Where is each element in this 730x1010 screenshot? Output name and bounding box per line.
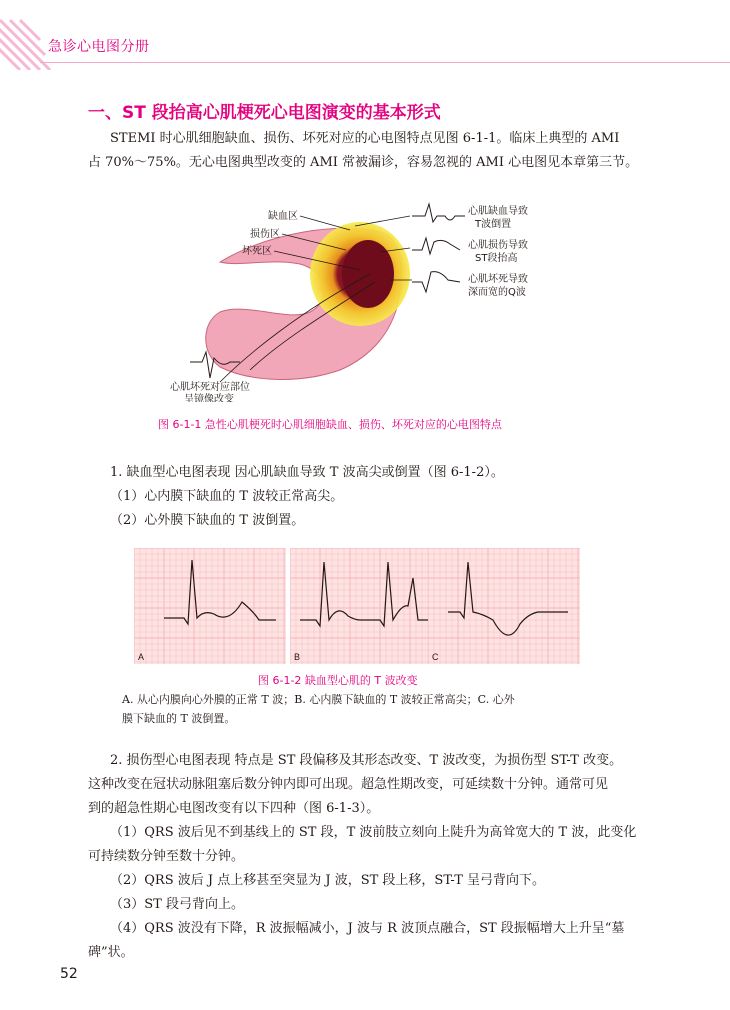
ecg-panel-b-svg xyxy=(290,548,442,664)
ecg-panel-a-svg xyxy=(134,548,286,664)
ecg-panel-c-svg xyxy=(428,548,580,664)
necrosis-lead-trace xyxy=(412,272,460,292)
panel-c-letter: C xyxy=(432,652,439,662)
figure2-note-line-2: 膜下缺血的 T 波倒置。 xyxy=(122,712,236,725)
header-stripes xyxy=(0,0,730,70)
page-header xyxy=(0,0,730,70)
label-necrosis-zone: 坏死区 xyxy=(242,246,272,257)
myocardium-svg xyxy=(150,192,570,402)
label-mirror-2: 呈镜像改变 xyxy=(184,394,234,402)
figure1-caption: 图 6-1-1 急性心肌梗死时心肌细胞缺血、损伤、坏死对应的心电图特点 xyxy=(158,418,502,431)
ischemia-lead-trace xyxy=(412,204,465,222)
panel-a-letter: A xyxy=(138,652,145,662)
injury-item-4-line-1: （4）QRS 波没有下降，R 波振幅减小，J 波与 R 波顶点融合，ST 段振幅增大上升呈“墓 xyxy=(110,921,625,936)
injury-item-1-line-1: （1）QRS 波后见不到基线上的 ST 段，T 波前肢立刻向上陡升为高耸宽大的 T 波，此变化 xyxy=(110,825,637,840)
intro-line-1: STEMI 时心肌细胞缺血、损伤、坏死对应的心电图特点见图 6-1-1。临床上典型的 AMI xyxy=(110,131,620,146)
intro-line-2: 占 70%～75%。无心电图典型改变的 AMI 常被漏诊，容易忽视的 AMI 心电图见本章第三节。 xyxy=(88,155,639,170)
injury-line-1: 2. 损伤型心电图表现 特点是 ST 段偏移及其形态改变、T 波改变，为损伤型 ST-T 改变。 xyxy=(110,753,623,768)
page-number: 52 xyxy=(60,966,78,982)
label-ischemia-lead-1: 心肌缺血导致 xyxy=(468,206,528,217)
label-ischemia-lead-2: T波倒置 xyxy=(475,219,512,230)
ecg-panel-a xyxy=(134,548,286,664)
figure2-note xyxy=(122,690,592,728)
label-ischemia-zone: 缺血区 xyxy=(268,211,298,222)
label-injury-lead-1: 心肌损伤导致 xyxy=(468,240,528,251)
ischemic-item-1: （1）心内膜下缺血的 T 波较正常高尖。 xyxy=(110,489,344,504)
figure2-caption: 图 6-1-2 缺血型心肌的 T 波改变 xyxy=(258,674,418,687)
injury-item-4-line-2: 碑”状。 xyxy=(88,945,134,960)
injury-lead-trace xyxy=(412,238,460,254)
injury-line-3: 到的超急性期心电图改变有以下四种（图 6-1-3）。 xyxy=(88,801,380,816)
figure2-note-line-1: A. 从心内膜向心外膜的正常 T 波；B. 心内膜下缺血的 T 波较正常高尖；C. 心外 xyxy=(122,693,515,706)
label-mirror-1: 心肌坏死对应部位 xyxy=(170,382,250,393)
ecg-panel-b xyxy=(290,548,442,664)
ecg-trace-a xyxy=(164,560,276,624)
ischemic-item-2: （2）心外膜下缺血的 T 波倒置。 xyxy=(110,513,305,528)
ischemic-title: 1. 缺血型心电图表现 因心肌缺血导致 T 波高尖或倒置（图 6-1-2）。 xyxy=(110,465,504,480)
label-injury-lead-2: ST段抬高 xyxy=(475,253,518,264)
injury-item-1-line-2: 可持续数分钟至数十分钟。 xyxy=(88,849,245,864)
label-necrosis-lead-1: 心肌坏死导致 xyxy=(468,274,528,285)
label-necrosis-lead-2: 深而宽的Q波 xyxy=(468,287,526,298)
ecg-panel-c xyxy=(428,548,580,664)
label-injury-zone: 损伤区 xyxy=(250,229,280,240)
header-title: 急诊心电图分册 xyxy=(48,39,150,55)
injury-item-3: （3）ST 段弓背向上。 xyxy=(110,897,244,912)
section-title: 一、ST 段抬高心肌梗死心电图演变的基本形式 xyxy=(88,103,441,123)
ecg-trace-c xyxy=(448,562,568,635)
myocardium-diagram xyxy=(150,192,570,402)
injury-line-2: 这种改变在冠状动脉阻塞后数分钟内即可出现。超急性期改变，可延续数十分钟。通常可见 xyxy=(88,777,609,792)
injury-item-2: （2）QRS 波后 J 点上移甚至突显为 J 波，ST 段上移，ST-T 呈弓背向下。 xyxy=(110,873,546,888)
header-divider xyxy=(40,62,730,63)
panel-b-letter: B xyxy=(294,652,301,662)
